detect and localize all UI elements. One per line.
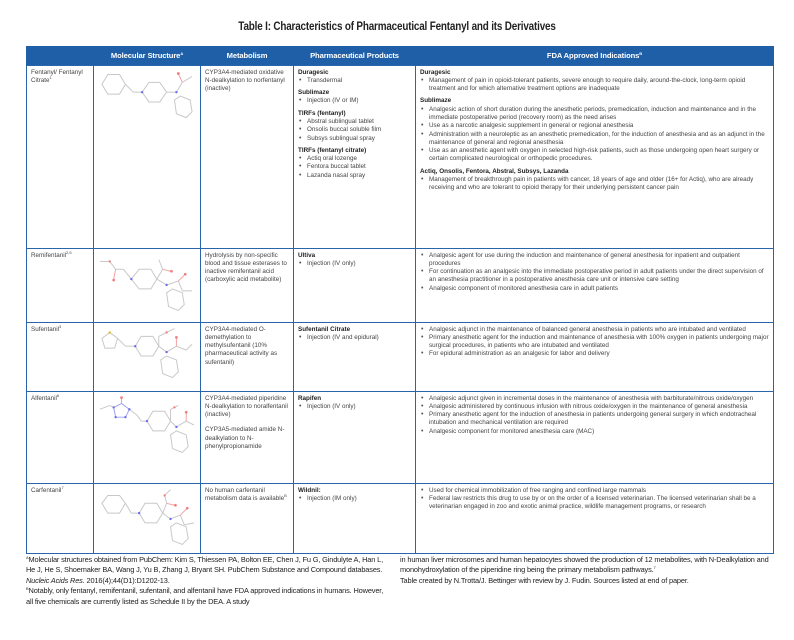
drug-name-cell: Sufentanil$^3$: [27, 322, 94, 391]
drug-name-cell: Carfentanil$^7$: [27, 483, 94, 553]
footnotes-right: [400, 555, 780, 586]
product-name: Wildnil:: [298, 486, 321, 494]
table-row-alfentanil: [27, 391, 774, 483]
indication-item: • Analgesic component for monitored anesthesia care (MAC): [420, 428, 769, 436]
indication-item: • Administration with a neuroleptic as an anesthetic premedication, for the induction of anesthesia and as an adjunct in the maintenance of general and regional anesthesia: [420, 131, 769, 148]
product-item: • Injection (IV only): [298, 260, 411, 268]
indication-item: • Federal law restricts this drug to use by or on the order of a licensed veterinarian. The licensed veterinarian shall be a veterinarian engaged in zoo and exotic animal practice, wildlife management programs, or research: [420, 495, 769, 512]
footnotes-left: [26, 555, 384, 607]
indication-item: • Use as an anesthetic agent with oxygen in selected high-risk patients, such as those undergoing open heart surgery or certain complicated neurological or orthopedic procedures.: [420, 147, 769, 164]
indication-item: • Analgesic agent for use during the induction and maintenance of general anesthesia for inpatient and outpatient procedures: [420, 252, 769, 269]
indications-cell: [416, 322, 774, 391]
table-row-fentanyl: [27, 65, 774, 248]
indication-group: Duragesic: [420, 68, 451, 76]
table-title: Table I: Characteristics of Pharmaceutical Fentanyl and its Derivatives: [238, 21, 556, 33]
metabolism-cell: CYP3A4-mediated piperidine N-dealkylation to noralfentanil (inactive) CYP3A5-mediated amide N-dealkylation to N-phenylpropionamide: [201, 391, 294, 483]
indication-item: • Analgesic adjunct given in incremental doses in the maintenance of anesthesia with barbiturate/nitrous oxide/oxygen: [420, 395, 769, 403]
product-name: Rapifen: [298, 394, 322, 402]
fentanyl-structure-icon: [98, 69, 196, 131]
header-pharmaceutical-products: Pharmaceutical Products: [294, 46, 416, 65]
products-cell: [294, 483, 416, 553]
indication-item: • Use as a narcotic analgesic supplement in general or regional anesthesia: [420, 122, 769, 130]
indication-item: • Analgesic adjunct in the maintenance of balanced general anesthesia in patients who are intubated and ventilated: [420, 326, 769, 334]
products-cell: [294, 65, 416, 248]
table-row-remifentanil: [27, 248, 774, 322]
product-name: Duragesic: [298, 68, 329, 76]
carfentanil-structure-icon: [98, 487, 196, 549]
header-fda-indications: FDA Approved Indications$^B$: [416, 46, 774, 65]
product-name: Ultiva: [298, 251, 316, 259]
indications-cell: [416, 483, 774, 553]
product-item: • Subsys sublingual spray: [298, 135, 411, 143]
product-name: Sufentanil Citrate: [298, 325, 351, 333]
footnote-b: $^B$Notably, only fentanyl, remifentanil, sufentanil, and alfentanil have FDA approved indications in humans. However, all five chemicals are currently listed as Schedule II by the DEA. A study: [26, 586, 384, 606]
remifentanil-structure-icon: [98, 252, 196, 316]
indication-item: • Analgesic action of short duration during the anesthetic periods, premedication, induction and maintenance and in the immediate postoperative period (recovery room) as the need arises: [420, 106, 769, 123]
metabolism-cell: CYP3A4-mediated oxidative N-dealkylation to norfentanyl (inactive): [201, 65, 294, 248]
product-item: • Injection (IM only): [298, 495, 411, 503]
drug-name-cell: Remifentanil$^{2,5}$: [27, 248, 94, 322]
structure-cell: [94, 65, 201, 248]
table-header-row: [27, 46, 774, 65]
header-molecular-structure: Molecular Structure$^A$: [94, 46, 201, 65]
drug-name-cell: Alfentanil$^6$: [27, 391, 94, 483]
indication-item: • Primary anesthetic agent for the induction of anesthesia in patients undergoing general surgery in which endotracheal intubation and mechanical ventilation are required: [420, 411, 769, 428]
table-credit: Table created by N.Trotta/J. Bettinger with review by J. Fudin. Sources listed at end of paper.: [400, 575, 689, 585]
indication-item: • Used for chemical immobilization of free ranging and confined large mammals: [420, 487, 769, 495]
indication-item: • Analgesic component of monitored anesthesia care in adult patients: [420, 285, 769, 293]
drug-characteristics-table: [26, 46, 774, 554]
header-drug: [27, 46, 94, 65]
indication-item: • Primary anesthetic agent for the induction and maintenance of anesthesia with 100% oxygen in patients undergoing major surgical procedures, in patients who are intubated and ventilated: [420, 334, 769, 351]
indications-cell: [416, 391, 774, 483]
indication-item: • For epidural administration as an analgesic for labor and delivery: [420, 350, 769, 358]
structure-cell: [94, 322, 201, 391]
product-item: • Injection (IV and epidural): [298, 334, 411, 342]
product-name: Sublimaze: [298, 89, 330, 97]
products-cell: [294, 248, 416, 322]
footnote-a: $^A$Molecular structures obtained from PubChem: Kim S, Thiessen PA, Bolton EE, Chen J, Fu G, Gindulyte A, Han L, He J, He S, Shoemaker BA, Wang J, Yu B, Zhang J, Bryant SH. PubChem Substance and Compound databases. Nucleic Acids Res. 2016(4);44(D1):D1202-13.: [26, 555, 383, 585]
indications-cell: [416, 65, 774, 248]
indication-item: • Management of breakthrough pain in patients with cancer, 18 years of age and older (16+ for Actiq), who are already receiving and who are tolerant to opioid therapy for their underlying persistent cancer pain: [420, 176, 769, 193]
product-item: • Fentora buccal tablet: [298, 163, 411, 171]
metabolism-cell: No human carfentanil metabolism data is available$^B$: [201, 483, 294, 553]
indication-item: • Analgesic administered by continuous infusion with nitrous oxide/oxygen in the maintenance of general anesthesia: [420, 403, 769, 411]
structure-cell: [94, 483, 201, 553]
metabolism-cell: Hydrolysis by non-specific blood and tissue esterases to inactive remifentanil acid (carboxylic acid metabolite): [201, 248, 294, 322]
indication-item: • For continuation as an analgesic into the immediate postoperative period in adult patients under the direct supervision of an anesthesia practitioner in a postoperative anesthesia care unit or intensive care setting: [420, 268, 769, 285]
indication-item: • Management of pain in opioid-tolerant patients, severe enough to require daily, around-the-clock, long-term opioid treatment and for which alternative treatment options are inadequate: [420, 77, 769, 94]
table-row-carfentanil: [27, 483, 774, 553]
product-item: • Onsolis buccal soluble film: [298, 126, 411, 134]
alfentanil-structure-icon: [98, 395, 196, 457]
metabolism-cell: CYP3A4-mediated O-demethylation to methylsufentanil (10% pharmaceutical activity as sufentanil): [201, 322, 294, 391]
product-item: • Abstral sublingual tablet: [298, 118, 411, 126]
structure-cell: [94, 391, 201, 483]
product-item: • Actiq oral lozenge: [298, 155, 411, 163]
products-cell: [294, 391, 416, 483]
product-name: TIRFs (fentanyl citrate): [298, 146, 367, 154]
product-name: TIRFs (fentanyl): [298, 109, 346, 117]
indications-cell: [416, 248, 774, 322]
product-item: • Transdermal: [298, 77, 411, 85]
products-cell: [294, 322, 416, 391]
product-item: • Lazanda nasal spray: [298, 172, 411, 180]
footnote-b-continued: in human liver microsomes and human hepatocytes showed the production of 12 metabolites, with N-Dealkylation and monohydroxylation of the piperidine ring being the primary metabolism pathways.$^7$: [400, 555, 769, 575]
indication-group: Actiq, Onsolis, Fentora, Abstral, Subsys, Lazanda: [420, 167, 569, 175]
structure-cell: [94, 248, 201, 322]
header-metabolism: Metabolism: [201, 46, 294, 65]
drug-name-cell: Fentanyl/ Fentanyl Citrate$^1$: [27, 65, 94, 248]
sufentanil-structure-icon: [98, 326, 196, 386]
indication-group: Sublimaze: [420, 97, 452, 105]
product-item: • Injection (IV or IM): [298, 97, 411, 105]
product-item: • Injection (IV only): [298, 403, 411, 411]
table-row-sufentanil: [27, 322, 774, 391]
